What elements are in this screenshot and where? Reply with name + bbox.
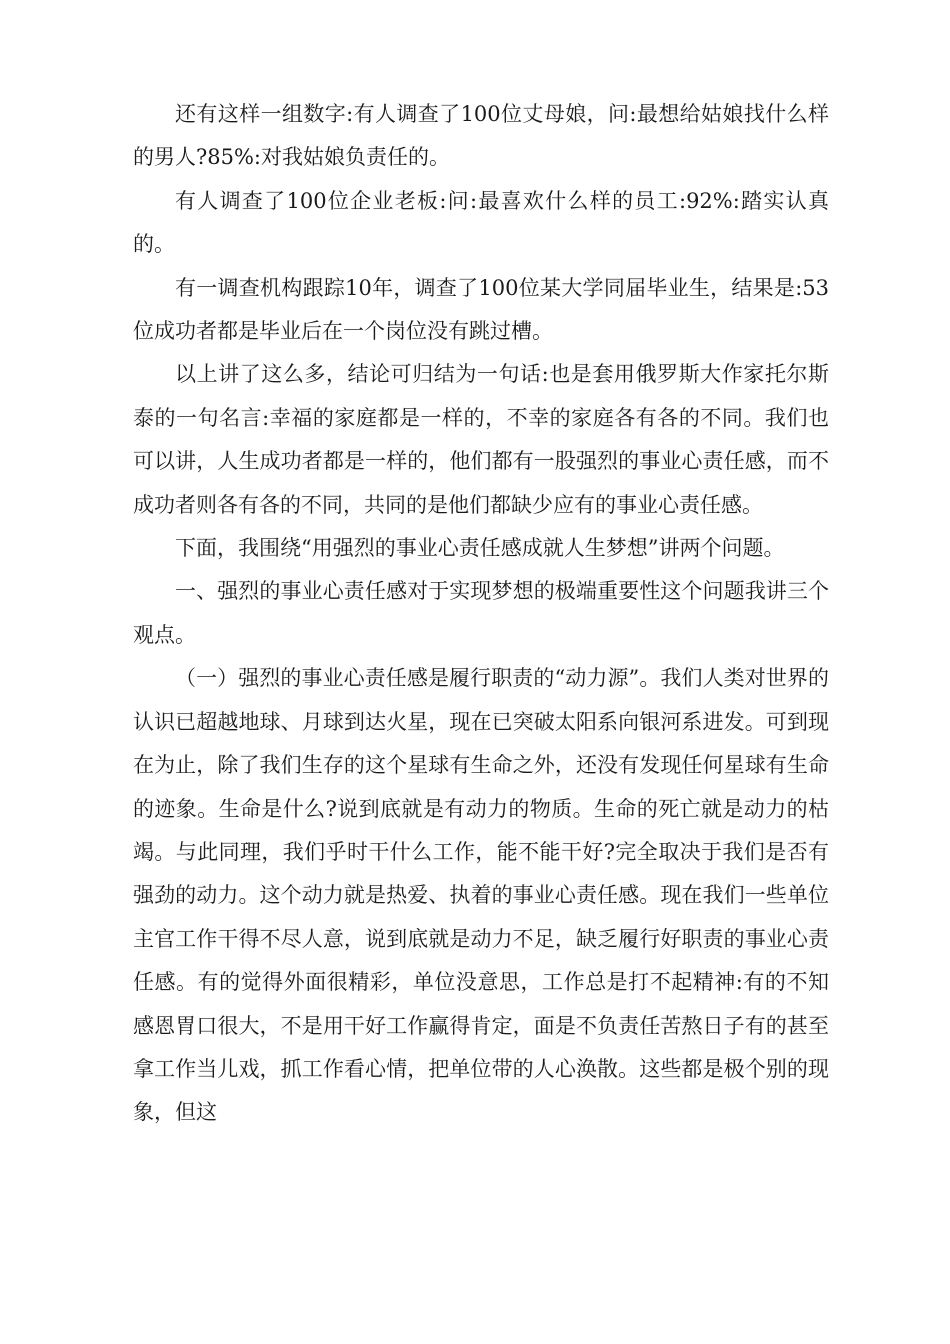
paragraph-point-one: （一）强烈的事业心责任感是履行职责的“动力源”。我们人类对世界的认识已超越地球、月球到达火星，现在已突破太阳系向银河系进发。可到现在为止，除了我们生存的这个星球有生命之外，还没有发现任何星球有生命的迹象。生命是什么?说到底就是有动力的物质。生命的死亡就是动力的枯竭。与此同理，我们乎时干什么工作，能不能干好?完全取决于我们是否有强劲的动力。这个动力就是热爱、执着的事业心责任感。现在我们一些单位主官工作干得不尽人意，说到底就是动力不足，缺乏履行好职责的事业心责任感。有的觉得外面很精彩，单位没意思，工作总是打不起精神:有的不知感恩胃口很大，不是用干好工作赢得肯定，面是不负责任苦熬日子有的甚至拿工作当儿戏，抓工作看心情，把单位带的人心涣散。这些都是极个别的现象，但这 — [133, 666, 829, 1125]
paragraph-section-one-heading: 一、强烈的事业心责任感对于实现梦想的极端重要性这个问题我讲三个观点。 — [133, 579, 829, 647]
paragraph-conclusion: 以上讲了这么多，结论可归结为一句话:也是套用俄罗斯大作家托尔斯泰的一句名言:幸福的家庭都是一样的，不幸的家庭各有各的不同。我们也可以讲，人生成功者都是一样的，他们都有一股强烈的事业心责任感，而不成功者则各有各的不同，共同的是他们都缺少应有的事业心责任感。 — [133, 362, 829, 517]
paragraph-survey-graduates: 有一调查机构跟踪10年，调查了100位某大学同届毕业生，结果是:53位成功者都是毕业后在一个岗位没有跳过槽。 — [133, 275, 829, 344]
paragraph-survey-mothers-in-law: 还有这样一组数字:有人调查了100位丈母娘，问:最想给姑娘找什么样的男人?85%:对我姑娘负责任的。 — [133, 102, 829, 170]
paragraph-two-issues: 下面，我围绕“用强烈的事业心责任感成就人生梦想”讲两个问题。 — [175, 536, 785, 561]
paragraph-survey-bosses: 有人调查了100位企业老板:问:最喜欢什么样的员工:92%:踏实认真的。 — [133, 188, 829, 257]
document-body — [133, 93, 829, 1135]
